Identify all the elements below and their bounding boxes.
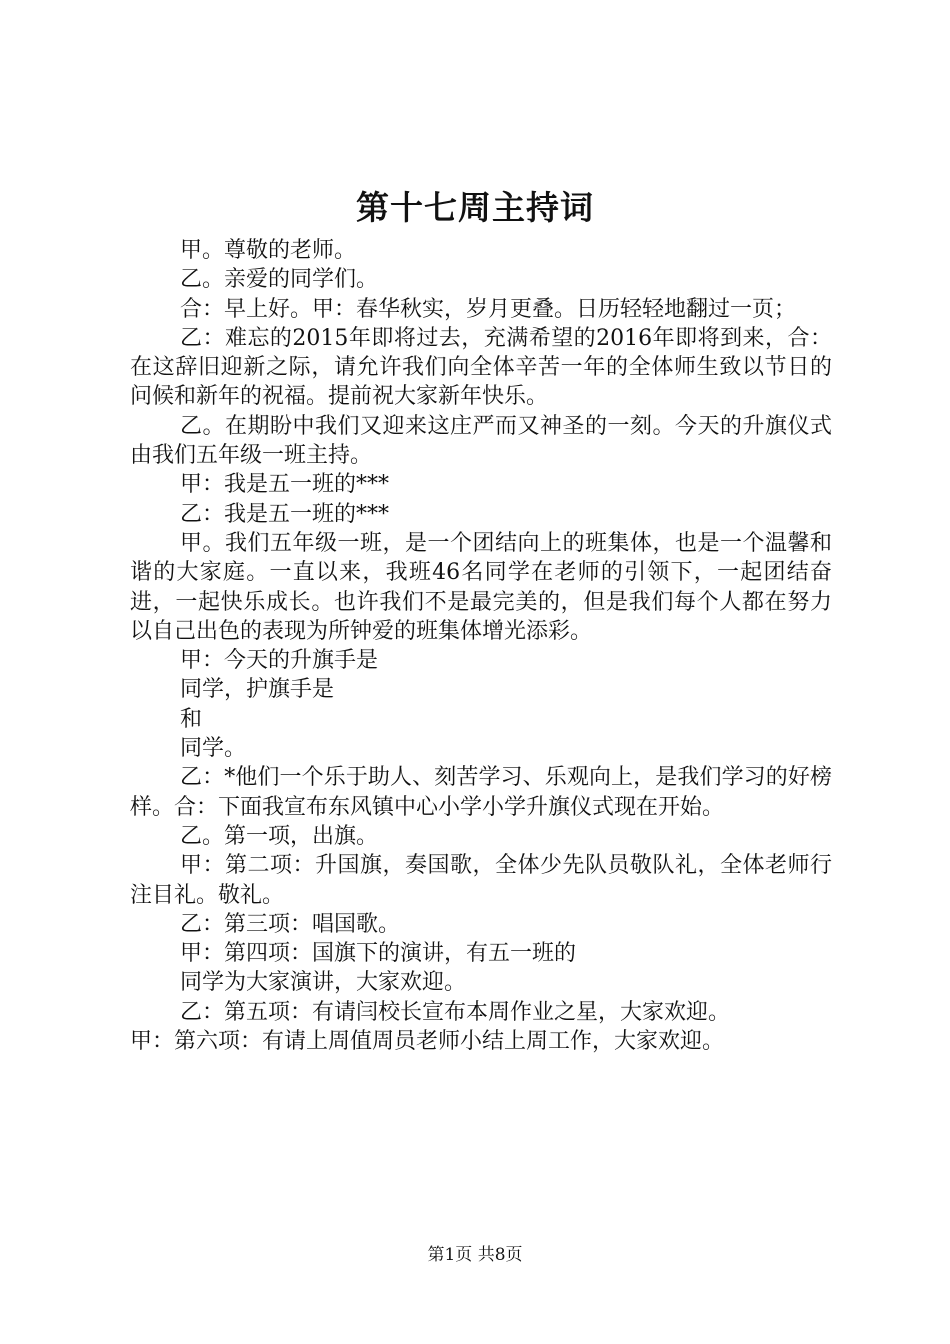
paragraph: 甲：今天的升旗手是 (180, 648, 379, 674)
paragraph: 乙。第一项，出旗。 (180, 823, 379, 849)
paragraph: 甲：第二项：升国旗，奏国歌，全体少先队员敬队礼，全体老师行注目礼。敬礼。 (130, 853, 832, 908)
paragraph: 乙。亲爱的同学们。 (180, 267, 379, 293)
paragraph: 甲：第四项：国旗下的演讲，有五一班的 (180, 941, 577, 967)
document-title: 第十七周主持词 (356, 188, 594, 227)
paragraph: 乙。在期盼中我们又迎来这庄严而又神圣的一刻。今天的升旗仪式由我们五年级一班主持。 (130, 413, 832, 469)
paragraph: 乙：我是五一班的*** (180, 501, 390, 527)
paragraph: 甲：我是五一班的*** (180, 472, 390, 498)
paragraph: 甲：第六项：有请上周值周员老师小结上周工作，大家欢迎。 (130, 1029, 725, 1055)
document-body (130, 236, 832, 1056)
paragraph: 乙：*他们一个乐于助人、刻苦学习、乐观向上，是我们学习的好榜样。合：下面我宣布东风镇中心小学小学升旗仪式现在开始。 (130, 765, 832, 820)
paragraph: 甲。我们五年级一班，是一个团结向上的班集体，也是一个温馨和谐的大家庭。一直以来，我班46名同学在老师的引领下，一起团结奋进，一起快乐成长。也许我们不是最完美的，但是我们每个人都在努力以自己出色的表现为所钟爱的班集体增光添彩。 (130, 530, 832, 644)
paragraph: 同学，护旗手是 (180, 677, 335, 703)
paragraph: 乙：第三项：唱国歌。 (180, 911, 401, 937)
paragraph: 同学为大家演讲，大家欢迎。 (180, 970, 467, 996)
paragraph: 合：早上好。甲：春华秋实，岁月更叠。日历轻轻地翻过一页； (180, 296, 797, 322)
page-number: 第1页 共8页 (427, 1245, 523, 1265)
paragraph: 乙：难忘的2015年即将过去，充满希望的2016年即将到来，合：在这辞旧迎新之际，请允许我们向全体辛苦一年的全体师生致以节日的问候和新年的祝福。提前祝大家新年快乐。 (130, 325, 832, 410)
paragraph: 甲。尊敬的老师。 (180, 238, 357, 263)
paragraph: 同学。 (180, 736, 247, 762)
paragraph: 乙：第五项：有请闫校长宣布本周作业之星，大家欢迎。 (180, 999, 731, 1025)
paragraph: 和 (180, 706, 203, 732)
